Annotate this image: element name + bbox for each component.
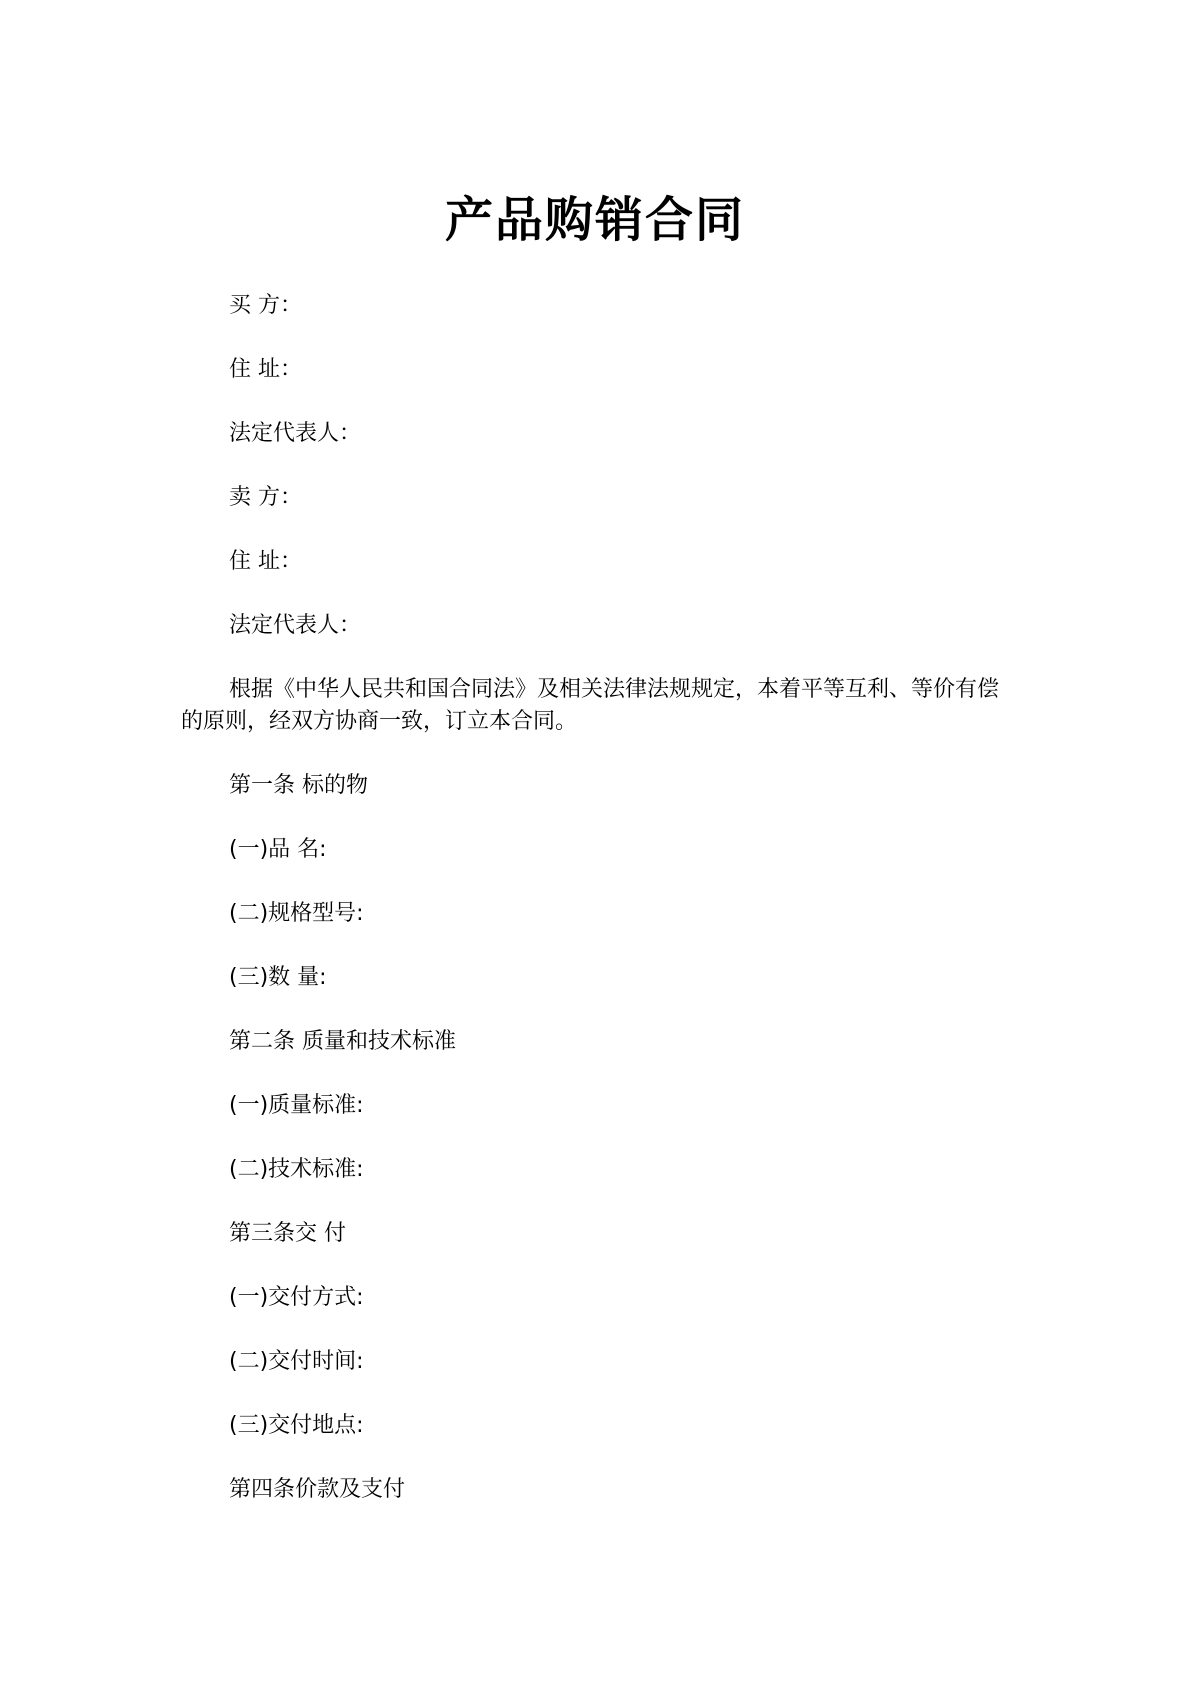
clause-item: (二)技术标准: [229, 1157, 364, 1182]
clause-item: (三)数 量: [229, 965, 327, 990]
seller-line: 卖 方： [229, 485, 302, 510]
clause-item: (一)交付方式: [229, 1285, 364, 1310]
clause-item: (二)规格型号: [229, 901, 364, 926]
clause-item: (三)交付地点: [229, 1413, 364, 1438]
buyer-address-line: 住 址： [229, 357, 302, 382]
intro-paragraph: 根据《中华人民共和国合同法》及相关法律法规规定，本着平等互利、等价有偿的原则，经双方协商一致，订立本合同。 [181, 677, 1000, 734]
clause-heading: 第一条 标的物 [229, 773, 368, 798]
clause-heading: 第三条交 付 [229, 1221, 346, 1246]
document-title: 产品购销合同 [444, 192, 745, 248]
seller-representative-line: 法定代表人： [229, 613, 362, 638]
clause-item: (一)质量标准: [229, 1093, 364, 1118]
clause-item: (二)交付时间: [229, 1349, 364, 1374]
clause-heading: 第二条 质量和技术标准 [229, 1029, 456, 1054]
buyer-line: 买 方： [229, 293, 302, 318]
seller-address-line: 住 址： [229, 549, 302, 574]
buyer-representative-line: 法定代表人： [229, 421, 362, 446]
clause-heading: 第四条价款及支付 [229, 1477, 406, 1502]
clause-item: (一)品 名: [229, 837, 327, 862]
